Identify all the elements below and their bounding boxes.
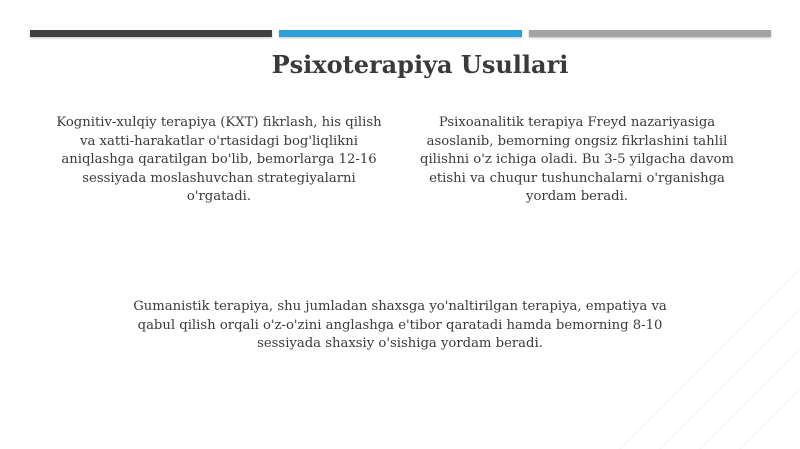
header-bar-blue [279,30,522,37]
header-bar-gray [529,30,771,37]
paragraph-humanistic: Gumanistik terapiya, shu jumladan shaxsga yo'naltirilgan terapiya, empatiya va qabul qilish orqali o'z-o'zini anglashga e'tibor qaratadi hamda bemorning 8-10 sessiyada shaxsiy o'sishiga yordam beradi. [133,299,667,351]
paragraph-cbt: Kognitiv-xulqiy terapiya (KXT) fikrlash, his qilish va xatti-harakatlar o'rtasidagi bog'liqlikni aniqlashga qaratilgan bo'lib, bemorlarga 12-16 sessiyada moslashuvchan strategiyalarni o'rgatadi. [56,115,382,204]
header-bar-dark [30,30,272,37]
slide-title: Psixoterapiya Usullari [271,50,569,79]
paragraph-psychoanalytic: Psixoanalitik terapiya Freyd nazariyasiga asoslanib, bemorning ongsiz fikrlashini tahlil qilishni o'z ichiga oladi. Bu 3-5 yilgacha davom etishi va chuqur tushunchalarni o'rganishga yordam beradi. [420,115,734,204]
